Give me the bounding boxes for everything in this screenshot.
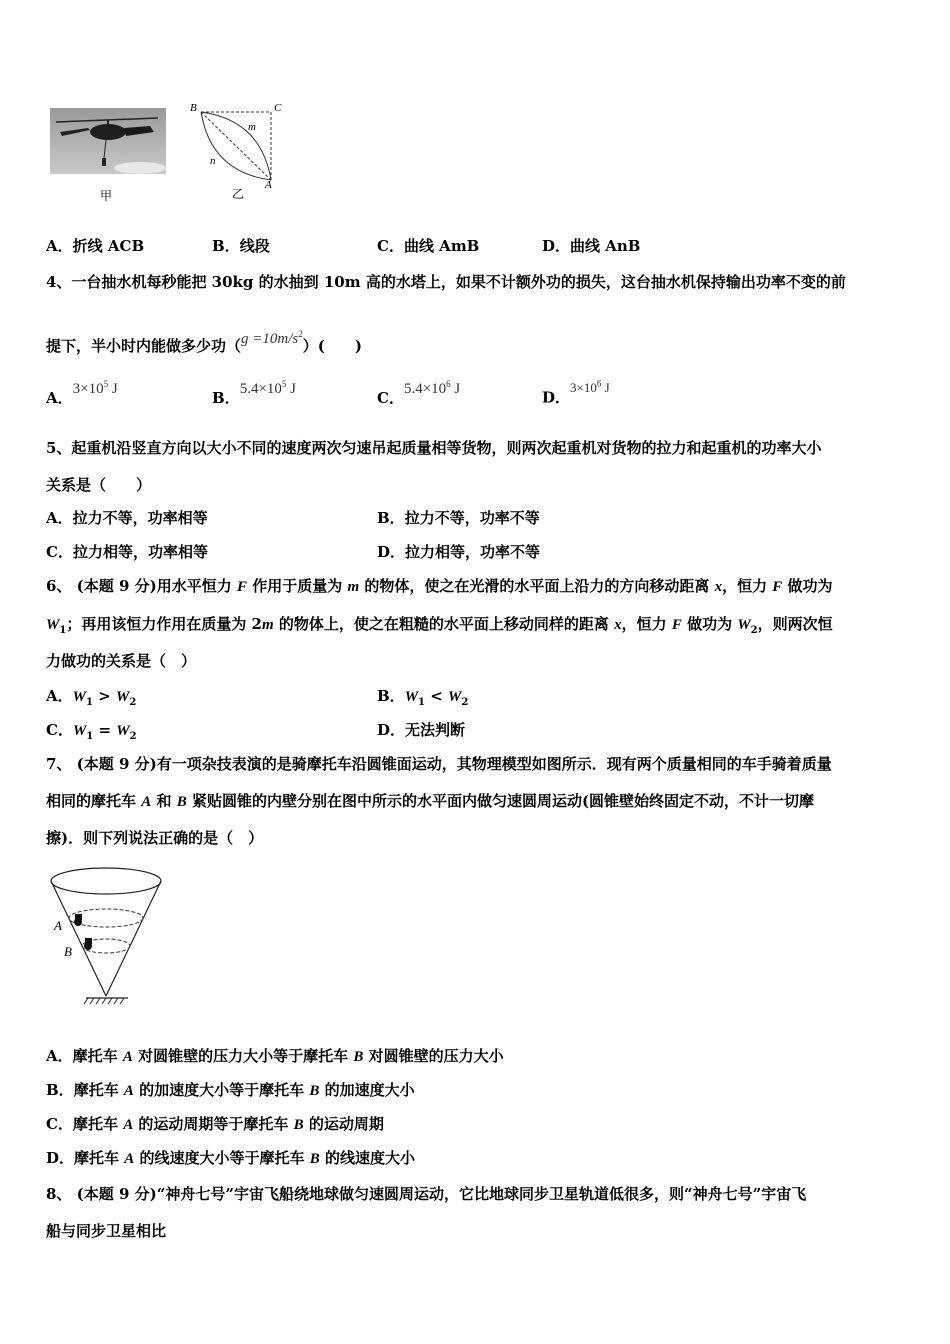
q6-stem-line2: $W_1$；再用该恒力作用在质量为 2m 的物体上，使之在粗糙的水平面上移动同样的距离 x，恒力 F 做功为 $W_2$，则两次恒: [46, 615, 833, 636]
q7-stem-line2: 相同的摩托车 A 和 B 紧贴圆锥的内壁分别在图中所示的水平面内做匀速圆周运动(圆锥壁始终固定不动，不计一切摩: [46, 792, 815, 810]
q5-stem-line1: 5、起重机沿竖直方向以大小不同的速度两次匀速吊起质量相等货物，则两次起重机对货物的拉力和起重机的功率大小: [46, 439, 822, 457]
cone-top-rim: [51, 868, 161, 894]
q4-stem-line1: 4、一台抽水机每秒能把 30kg 的水抽到 10m 高的水塔上，如果不计额外功的损失，这台抽水机保持输出功率不变的前: [46, 273, 846, 291]
q4-option-a: A．$3\times 10^5$ J: [46, 379, 118, 407]
cone-label-a: A: [54, 918, 62, 933]
q6-option-b: B．$W_1 < W_2$: [377, 687, 469, 708]
q7-stem-line1: 7、 (本题 9 分)有一项杂技表演的是骑摩托车沿圆锥面运动，其物理模型如图所示．现有两个质量相同的车手骑着质量: [46, 755, 832, 773]
q7-option-a: A．摩托车 A 对圆锥壁的压力大小等于摩托车 B 对圆锥壁的压力大小: [46, 1047, 504, 1065]
q6-stem-line1: 6、 (本题 9 分)用水平恒力 F 作用于质量为 m 的物体，使之在光滑的水平面上沿力的方向移动距离 x，恒力 F 做功为: [46, 577, 833, 595]
motorcycle-a-icon: [74, 914, 82, 926]
q3-option-b: B．线段: [212, 237, 270, 255]
q7-option-d: D．摩托车 A 的线速度大小等于摩托车 B 的线速度大小: [46, 1149, 415, 1167]
helicopter-figure: [50, 108, 166, 174]
diagram-caption: 乙: [232, 187, 245, 201]
label-m: m: [248, 121, 256, 133]
label-a: A: [265, 179, 272, 190]
q3-option-a: A．折线 ACB: [46, 237, 145, 255]
q6-option-a: A．$W_1 > W_2$: [46, 687, 137, 708]
q5-option-b: B．拉力不等，功率不等: [377, 509, 540, 527]
label-n: n: [210, 155, 216, 167]
q4-option-c: C．$5.4\times 10^6$ J: [377, 379, 461, 407]
q6-option-d: D．无法判断: [377, 721, 466, 739]
q4-option-b: B．$5.4\times 10^5$ J: [212, 379, 296, 407]
ground-hatch: [84, 998, 124, 1004]
cone-label-b: B: [64, 944, 72, 959]
q5-option-c: C．拉力相等，功率相等: [46, 543, 208, 561]
q7-option-c: C．摩托车 A 的运动周期等于摩托车 B 的运动周期: [46, 1115, 384, 1133]
q3-option-c: C．曲线 AmB: [377, 237, 480, 255]
q5-stem-line2: 关系是（ ）: [46, 476, 152, 494]
cone-left-side: [51, 881, 106, 996]
q8-stem-line1: 8、 (本题 9 分)“神舟七号”宇宙飞船绕地球做匀速圆周运动，它比地球同步卫星轨道低很多，则“神舟七号”宇宙飞: [46, 1185, 807, 1203]
q3-option-d: D．曲线 AnB: [542, 237, 641, 255]
cone-figure: [48, 864, 172, 1010]
helicopter-image: [50, 108, 166, 174]
path-diagram: [186, 100, 286, 190]
q6-stem-line3: 力做功的关系是（ ）: [46, 652, 197, 670]
label-b: B: [190, 102, 197, 114]
q7-option-b: B．摩托车 A 的加速度大小等于摩托车 B 的加速度大小: [46, 1081, 415, 1099]
q6-option-c: C．$W_1 = W_2$: [46, 721, 137, 742]
helicopter-caption: 甲: [100, 189, 113, 203]
segment-ba: [201, 112, 271, 180]
label-c: C: [274, 102, 282, 114]
q5-option-d: D．拉力相等，功率不等: [377, 543, 541, 561]
q4-stem-line2: 提下，半小时内能做多少功$(g =10m/s^2)$( ): [46, 329, 362, 355]
q4-option-d: D．$3\times 10^6$ J: [542, 379, 610, 407]
q7-stem-line3: 擦)．则下列说法正确的是（ ）: [46, 829, 264, 847]
q5-option-a: A．拉力不等，功率相等: [46, 509, 208, 527]
cone-right-side: [106, 881, 161, 996]
motorcycle-b-icon: [84, 938, 92, 950]
q8-stem-line2: 船与同步卫星相比: [46, 1222, 167, 1240]
